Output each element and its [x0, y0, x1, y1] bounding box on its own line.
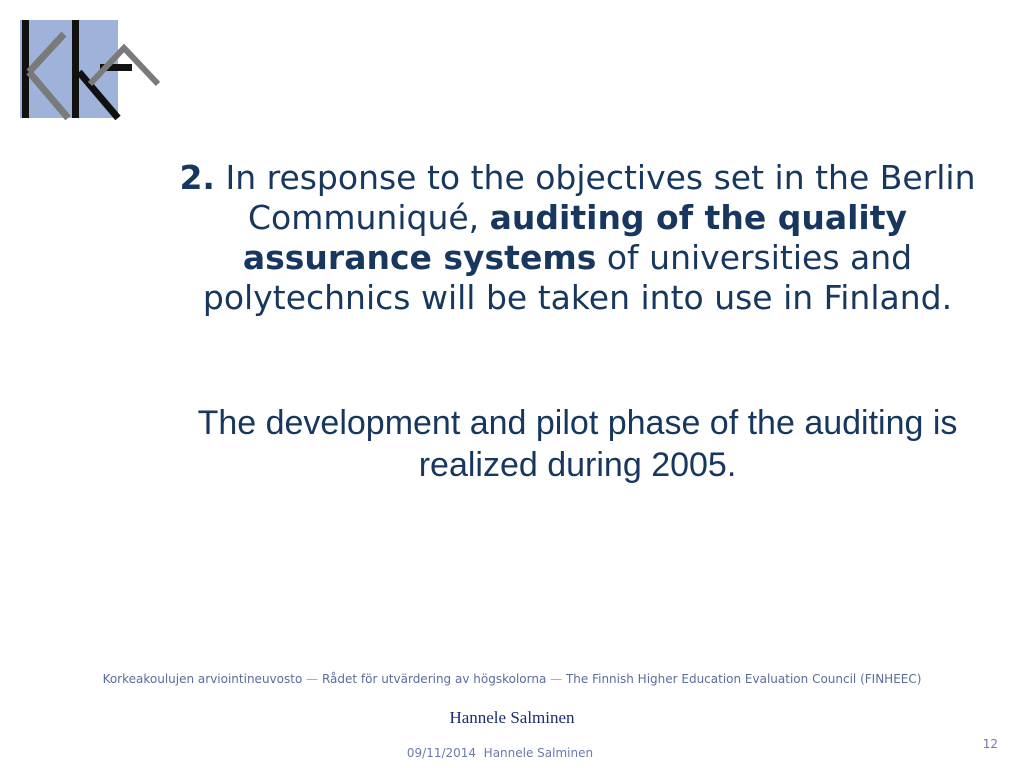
kka-logo-graphic: [20, 20, 160, 120]
footer-separator: —: [302, 672, 322, 686]
paragraph-text-2: of universities and polytechnics will be taken into use in Finland.: [202, 238, 953, 317]
footer-council: [0, 672, 1024, 686]
page-number: 12: [982, 737, 998, 751]
footer-separator: —: [546, 672, 566, 686]
council-name-english: The Finnish Higher Education Evaluation Council (FINHEEC): [565, 672, 922, 686]
date-footer: 09/11/2014 Hannele Salminen: [406, 746, 594, 760]
council-name-finnish: Korkeakoulujen arviointineuvosto: [102, 672, 303, 686]
council-name-swedish: Rådet för utvärdering av högskolorna: [321, 672, 547, 686]
presenter-name: Hannele Salminen: [449, 708, 575, 727]
item-number: 2.: [179, 158, 215, 197]
sub-paragraph: The development and pilot phase of the auditing is realized during 2005.: [197, 404, 958, 484]
main-paragraph: [170, 158, 985, 318]
bold-phrase: auditing of the quality assurance systems: [242, 198, 907, 277]
paragraph-text-1: In response to the objectives set in the Berlin Communiqué,: [214, 158, 976, 237]
kka-logo: [20, 20, 160, 120]
